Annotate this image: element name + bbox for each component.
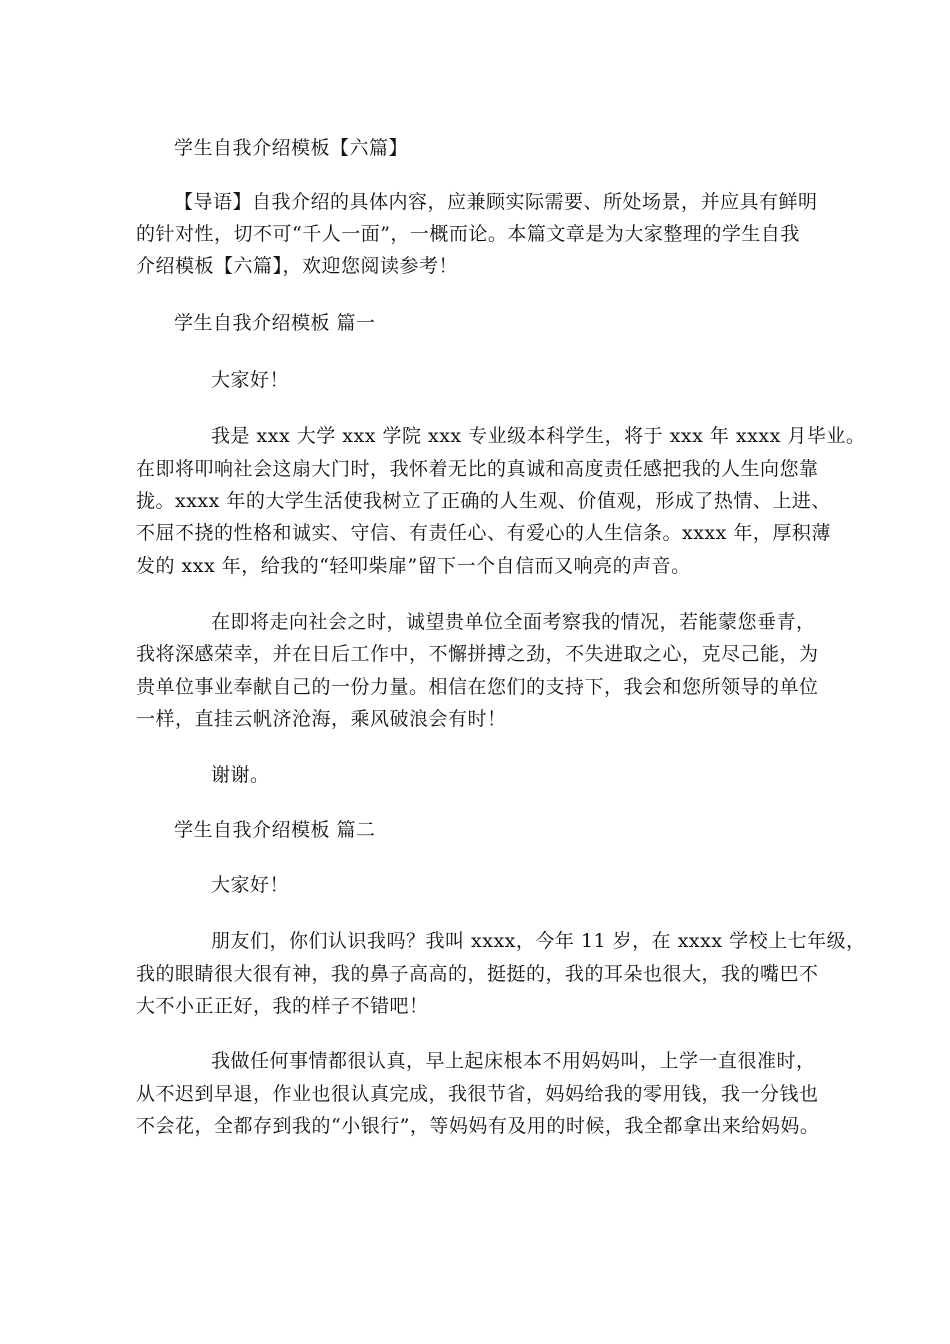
- section-1-para-2-line-2: 我将深感荣幸，并在日后工作中，不懈拼搏之劲，不失进取之心，克尽己能，为: [136, 643, 819, 665]
- section-1-para-2-line-1: 在即将走向社会之时，诚望贵单位全面考察我的情况，若能蒙您垂青，: [211, 611, 816, 633]
- intro-line-1: 【导语】自我介绍的具体内容，应兼顾实际需要、所处场景，并应具有鲜明: [174, 191, 818, 213]
- document-title: 学生自我介绍模板【六篇】: [174, 137, 409, 159]
- section-2-heading: 学生自我介绍模板 篇二: [174, 819, 376, 841]
- section-1-greeting: 大家好！: [211, 369, 290, 391]
- intro-line-2: 的针对性，切不可“千人一面”，一概而论。本篇文章是为大家整理的学生自我: [136, 223, 800, 245]
- section-2-para-2-line-3: 不会花，全都存到我的“小银行”，等妈妈有及用的时候，我全都拿出来给妈妈。: [136, 1115, 820, 1137]
- section-2-para-1-line-2: 我的眼睛很大很有神，我的鼻子高高的，挺挺的，我的耳朵也很大，我的嘴巴不: [136, 963, 819, 985]
- section-1-heading: 学生自我介绍模板 篇一: [174, 312, 376, 334]
- section-1-para-1-line-1: 我是 xxx 大学 xxx 学院 xxx 专业级本科学生，将于 xxx 年 xxxx 月毕业。: [211, 425, 866, 447]
- section-1-para-2-line-4: 一样，直挂云帆济沧海，乘风破浪会有时！: [136, 708, 507, 730]
- section-1-para-1-line-3: 拢。xxxx 年的大学生活使我树立了正确的人生观、价值观，形成了热情、上进、: [136, 490, 831, 512]
- section-1-closing: 谢谢。: [211, 764, 270, 786]
- section-2-para-2-line-1: 我做任何事情都很认真，早上起床根本不用妈妈叫，上学一直很准时，: [211, 1050, 816, 1072]
- section-1-para-1-line-2: 在即将叩响社会这扇大门时，我怀着无比的真诚和高度责任感把我的人生向您靠: [136, 458, 819, 480]
- intro-line-3: 介绍模板【六篇】，欢迎您阅读参考！: [136, 255, 459, 277]
- section-2-para-1-line-3: 大不小正正好，我的样子不错吧！: [136, 995, 429, 1017]
- section-1-para-1-line-4: 不屈不挠的性格和诚实、守信、有责任心、有爱心的人生信条。xxxx 年，厚积薄: [136, 522, 831, 544]
- section-1-para-2-line-3: 贵单位事业奉献自己的一份力量。相信在您们的支持下，我会和您所领导的单位: [136, 676, 819, 698]
- section-2-para-1-line-1: 朋友们，你们认识我吗？我叫 xxxx，今年 11 岁，在 xxxx 学校上七年级，: [211, 930, 866, 952]
- section-1-para-1-line-5: 发的 xxx 年，给我的“轻叩柴扉”留下一个自信而又响亮的声音。: [136, 555, 691, 577]
- section-2-greeting: 大家好！: [211, 874, 290, 896]
- section-2-para-2-line-2: 从不迟到早退，作业也很认真完成，我很节省，妈妈给我的零用钱，我一分钱也: [136, 1083, 819, 1105]
